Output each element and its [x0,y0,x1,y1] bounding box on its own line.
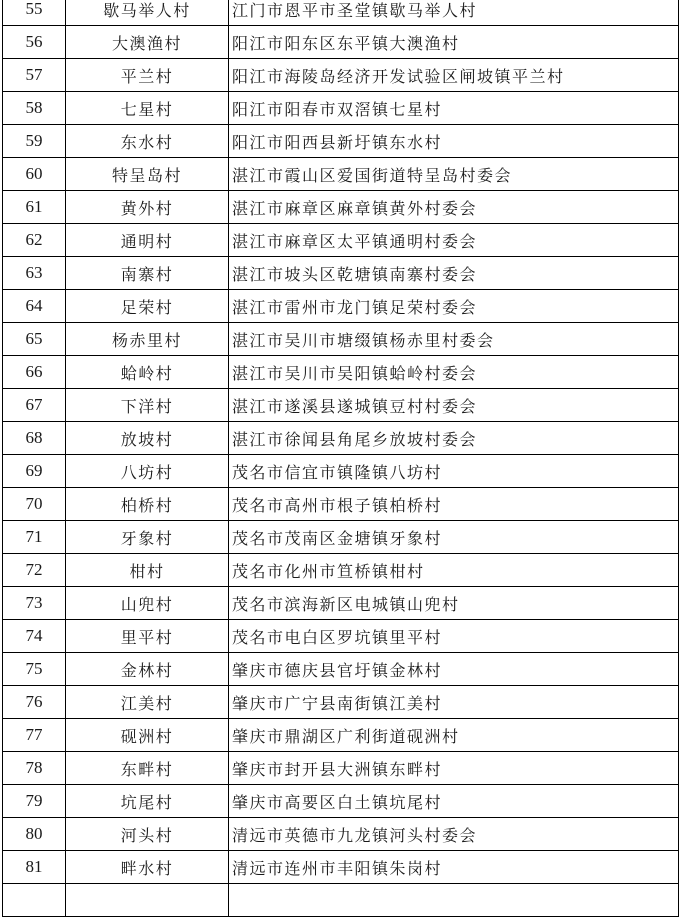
village-name: 足荣村 [66,290,229,323]
table-row [3,587,679,620]
village-name: 东水村 [66,125,229,158]
row-number: 57 [3,59,66,92]
table-row [3,125,679,158]
row-number: 68 [3,422,66,455]
row-number: 79 [3,785,66,818]
village-name: 下洋村 [66,389,229,422]
row-number: 64 [3,290,66,323]
row-number: 58 [3,92,66,125]
village-address: 茂名市高州市根子镇柏桥村 [229,488,679,521]
village-name: 柏桥村 [66,488,229,521]
row-number: 60 [3,158,66,191]
table-row [3,686,679,719]
table-row [3,26,679,59]
village-address: 阳江市阳春市双滘镇七星村 [229,92,679,125]
village-name: 歇马举人村 [66,0,229,26]
village-name: 江美村 [66,686,229,719]
village-address: 阳江市阳西县新圩镇东水村 [229,125,679,158]
village-name: 畔水村 [66,851,229,884]
table-row [3,224,679,257]
village-name: 南寨村 [66,257,229,290]
row-number [3,884,66,917]
table-row [3,455,679,488]
row-number: 81 [3,851,66,884]
row-number: 72 [3,554,66,587]
village-address: 湛江市坡头区乾塘镇南寨村委会 [229,257,679,290]
village-address: 湛江市遂溪县遂城镇豆村村委会 [229,389,679,422]
village-name: 山兜村 [66,587,229,620]
table-row [3,92,679,125]
village-name [66,884,229,917]
village-name: 平兰村 [66,59,229,92]
table-row [3,422,679,455]
table-row [3,554,679,587]
table-row [3,158,679,191]
village-list-table [2,0,679,917]
table-row [3,323,679,356]
table-row [3,356,679,389]
village-name: 七星村 [66,92,229,125]
village-address: 清远市连州市丰阳镇朱岗村 [229,851,679,884]
village-name: 放坡村 [66,422,229,455]
row-number: 77 [3,719,66,752]
table-row [3,818,679,851]
village-address: 肇庆市高要区白土镇坑尾村 [229,785,679,818]
village-name: 特呈岛村 [66,158,229,191]
village-address: 茂名市信宜市镇隆镇八坊村 [229,455,679,488]
row-number: 78 [3,752,66,785]
village-address: 湛江市吴川市吴阳镇蛤岭村委会 [229,356,679,389]
village-address: 茂名市茂南区金塘镇牙象村 [229,521,679,554]
village-name: 东畔村 [66,752,229,785]
village-address: 清远市英德市九龙镇河头村委会 [229,818,679,851]
village-address: 肇庆市广宁县南街镇江美村 [229,686,679,719]
village-address: 阳江市阳东区东平镇大澳渔村 [229,26,679,59]
row-number: 61 [3,191,66,224]
village-address: 湛江市霞山区爱国街道特呈岛村委会 [229,158,679,191]
table-row [3,191,679,224]
village-name: 黄外村 [66,191,229,224]
village-name: 柑村 [66,554,229,587]
row-number: 71 [3,521,66,554]
row-number: 67 [3,389,66,422]
village-name: 金林村 [66,653,229,686]
table-row [3,884,679,917]
village-name: 蛤岭村 [66,356,229,389]
village-name: 八坊村 [66,455,229,488]
village-address: 湛江市麻章区太平镇通明村委会 [229,224,679,257]
village-address: 湛江市吴川市塘缀镇杨赤里村委会 [229,323,679,356]
table-row [3,389,679,422]
village-address: 湛江市麻章区麻章镇黄外村委会 [229,191,679,224]
village-address: 肇庆市鼎湖区广利街道砚洲村 [229,719,679,752]
table-row [3,719,679,752]
village-address: 湛江市徐闻县角尾乡放坡村委会 [229,422,679,455]
table-row [3,290,679,323]
village-name: 牙象村 [66,521,229,554]
row-number: 56 [3,26,66,59]
row-number: 66 [3,356,66,389]
table-row [3,521,679,554]
village-address: 阳江市海陵岛经济开发试验区闸坡镇平兰村 [229,59,679,92]
table-row [3,59,679,92]
village-name: 杨赤里村 [66,323,229,356]
village-address: 茂名市化州市笪桥镇柑村 [229,554,679,587]
row-number: 74 [3,620,66,653]
village-name: 大澳渔村 [66,26,229,59]
row-number: 69 [3,455,66,488]
row-number: 80 [3,818,66,851]
village-name: 坑尾村 [66,785,229,818]
row-number: 76 [3,686,66,719]
row-number: 73 [3,587,66,620]
table-row [3,851,679,884]
village-address: 肇庆市封开县大洲镇东畔村 [229,752,679,785]
row-number: 65 [3,323,66,356]
village-address: 茂名市滨海新区电城镇山兜村 [229,587,679,620]
village-name: 通明村 [66,224,229,257]
village-address: 湛江市雷州市龙门镇足荣村委会 [229,290,679,323]
village-address: 茂名市电白区罗坑镇里平村 [229,620,679,653]
table-row [3,620,679,653]
table-row [3,752,679,785]
row-number: 70 [3,488,66,521]
row-number: 59 [3,125,66,158]
village-address: 肇庆市德庆县官圩镇金林村 [229,653,679,686]
table-row [3,0,679,26]
table-row [3,653,679,686]
row-number: 62 [3,224,66,257]
row-number: 55 [3,0,66,26]
village-address [229,884,679,917]
row-number: 63 [3,257,66,290]
village-name: 河头村 [66,818,229,851]
row-number: 75 [3,653,66,686]
table-row [3,257,679,290]
village-address: 江门市恩平市圣堂镇歇马举人村 [229,0,679,26]
village-name: 里平村 [66,620,229,653]
table-body [3,0,679,917]
village-name: 砚洲村 [66,719,229,752]
table-row [3,488,679,521]
table-row [3,785,679,818]
